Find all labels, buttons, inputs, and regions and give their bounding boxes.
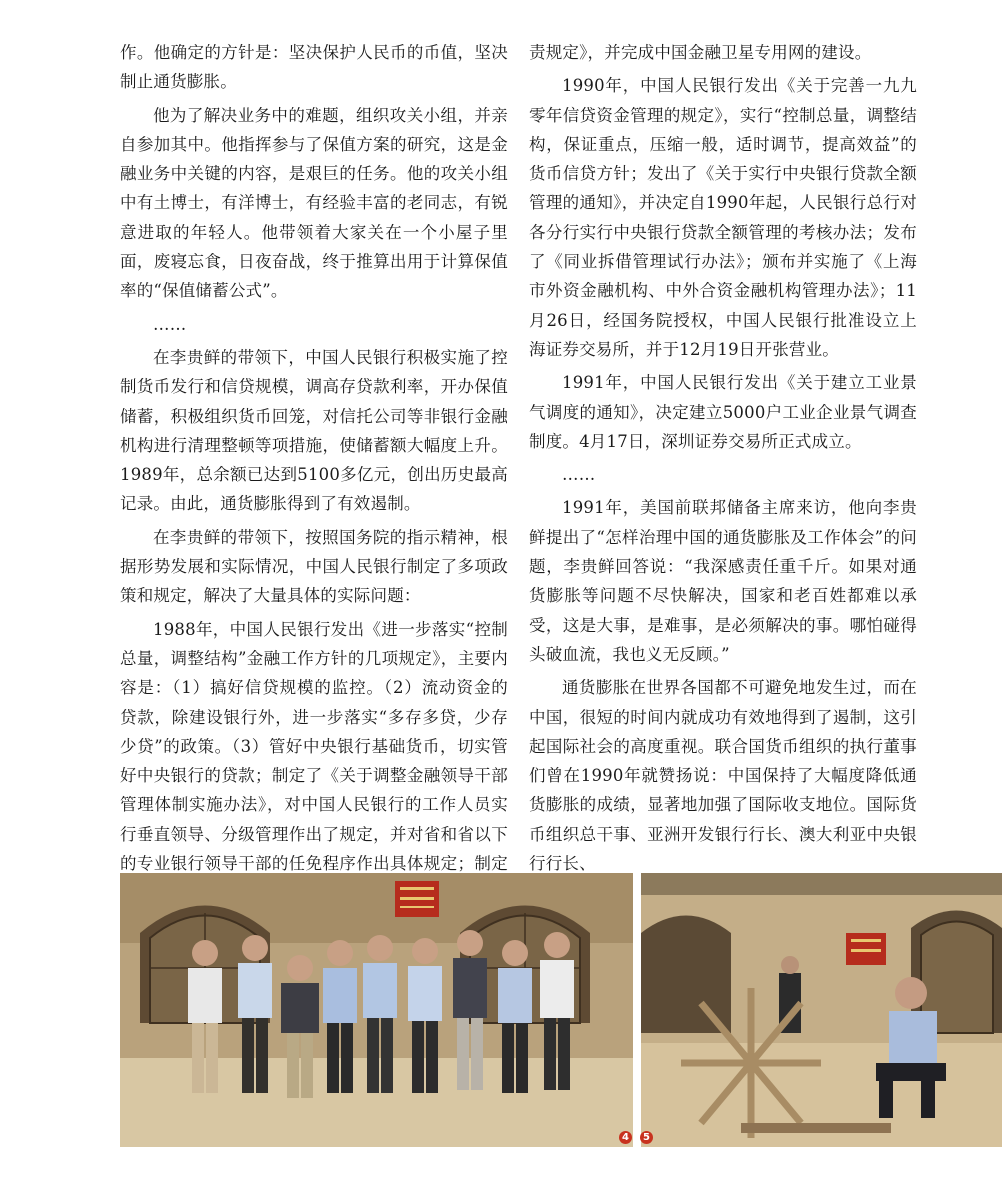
photo-number-badge: 4 (619, 1131, 632, 1144)
group-photo-illustration (120, 873, 633, 1147)
spinning-wheel-photo (641, 873, 1002, 1147)
left-text-column (120, 38, 508, 912)
paragraph: 他为了解决业务中的难题，组织攻关小组，并亲自参加其中。他指挥参与了保值方案的研究，这是金融业务中关键的内容，是艰巨的任务。他的攻关小组中有土博士，有洋博士，有经验丰富的老同志，有锐意进取的年轻人。他带领着大家关在一个小屋子里面，废寝忘食，日夜奋战，终于推算出用于计算保值率的“保值储蓄公式”。 (120, 105, 508, 301)
photo-number-badge: 5 (640, 1131, 653, 1144)
spinning-wheel-illustration (641, 873, 1002, 1147)
paragraph: 1990年，中国人民银行发出《关于完善一九九零年信贷资金管理的规定》，实行“控制总量，调整结构，保证重点，压缩一般，适时调节，提高效益”的货币信贷方针；发出了《关于实行中央银行贷款全额管理的通知》，并决定自1990年起，人民银行总行对各分行实行中央银行贷款全额管理的考核办法；发布了《同业拆借管理试行办法》；颁布并实施了《上海市外资金融机构、中外合资金融机构管理办法》；11月26日，经国务院授权，中国人民银行批准设立上海证券交易所，并于12月19日开张营业。 (529, 76, 917, 359)
paragraph: 责规定》，并完成中国金融卫星专用网的建设。 (529, 43, 872, 62)
group-photo (120, 873, 633, 1147)
paragraph: 1988年，中国人民银行发出《进一步落实“控制总量，调整结构”金融工作方针的几项规定》，主要内容是：（1）搞好信贷规模的监控。（2）流动资金的贷款，除建设银行外，进一步落实“多存多贷，少存少贷”的政策。（3）管好中央银行基础货币，切实管好中央银行的贷款；制定了《关于调整金融领导干部管理体制实施办法》，对中国人民银行的工作人员实行垂直领导、分级管理作出了规定，并对省和省以下的专业银行领导干部的任免程序作出具体规定；制定 (120, 619, 508, 874)
paragraph: 作。他确定的方针是：坚决保护人民币的币值，坚决制止通货膨胀。 (120, 43, 508, 92)
paragraph: 通货膨胀在世界各国都不可避免地发生过，而在中国，很短的时间内就成功有效地得到了遏制，这引起国际社会的高度重视。联合国货币组织的执行董事们曾在1990年就赞扬说：中国保持了大幅度降低通货膨胀的成绩，显著地加强了国际收支地位。国际货币组织总干事、亚洲开发银行行长、澳大利亚中央银行行长、 (529, 678, 917, 874)
paragraph: 在李贵鲜的带领下，中国人民银行积极实施了控制货币发行和信贷规模，调高存贷款利率，开办保值储蓄，积极组织货币回笼，对信托公司等非银行金融机构进行清理整顿等项措施，使储蓄额大幅度上升。1989年，总余额已达到5100多亿元，创出历史最高记录。由此，通货膨胀得到了有效遏制。 (120, 347, 508, 514)
paragraph: 1991年，中国人民银行发出《关于建立工业景气调度的通知》，决定建立5000户工业企业景气调查制度。4月17日，深圳证券交易所正式成立。 (529, 373, 917, 451)
ellipsis-break: …… (562, 465, 596, 485)
right-text-column (529, 38, 917, 882)
ellipsis-break: …… (153, 314, 187, 334)
paragraph: 1991年，美国前联邦储备主席来访，他向李贵鲜提出了“怎样治理中国的通货膨胀及工作体会”的问题，李贵鲜回答说：“我深感责任重千斤。如果对通货膨胀等问题不尽快解决，国家和老百姓都难以承受，这是大事，是难事，是必须解决的事。哪怕碰得头破血流，我也义无反顾。” (529, 498, 917, 664)
paragraph: 在李贵鲜的带领下，按照国务院的指示精神，根据形势发展和实际情况，中国人民银行制定了多项政策和规定，解决了大量具体的实际问题： (120, 527, 508, 606)
